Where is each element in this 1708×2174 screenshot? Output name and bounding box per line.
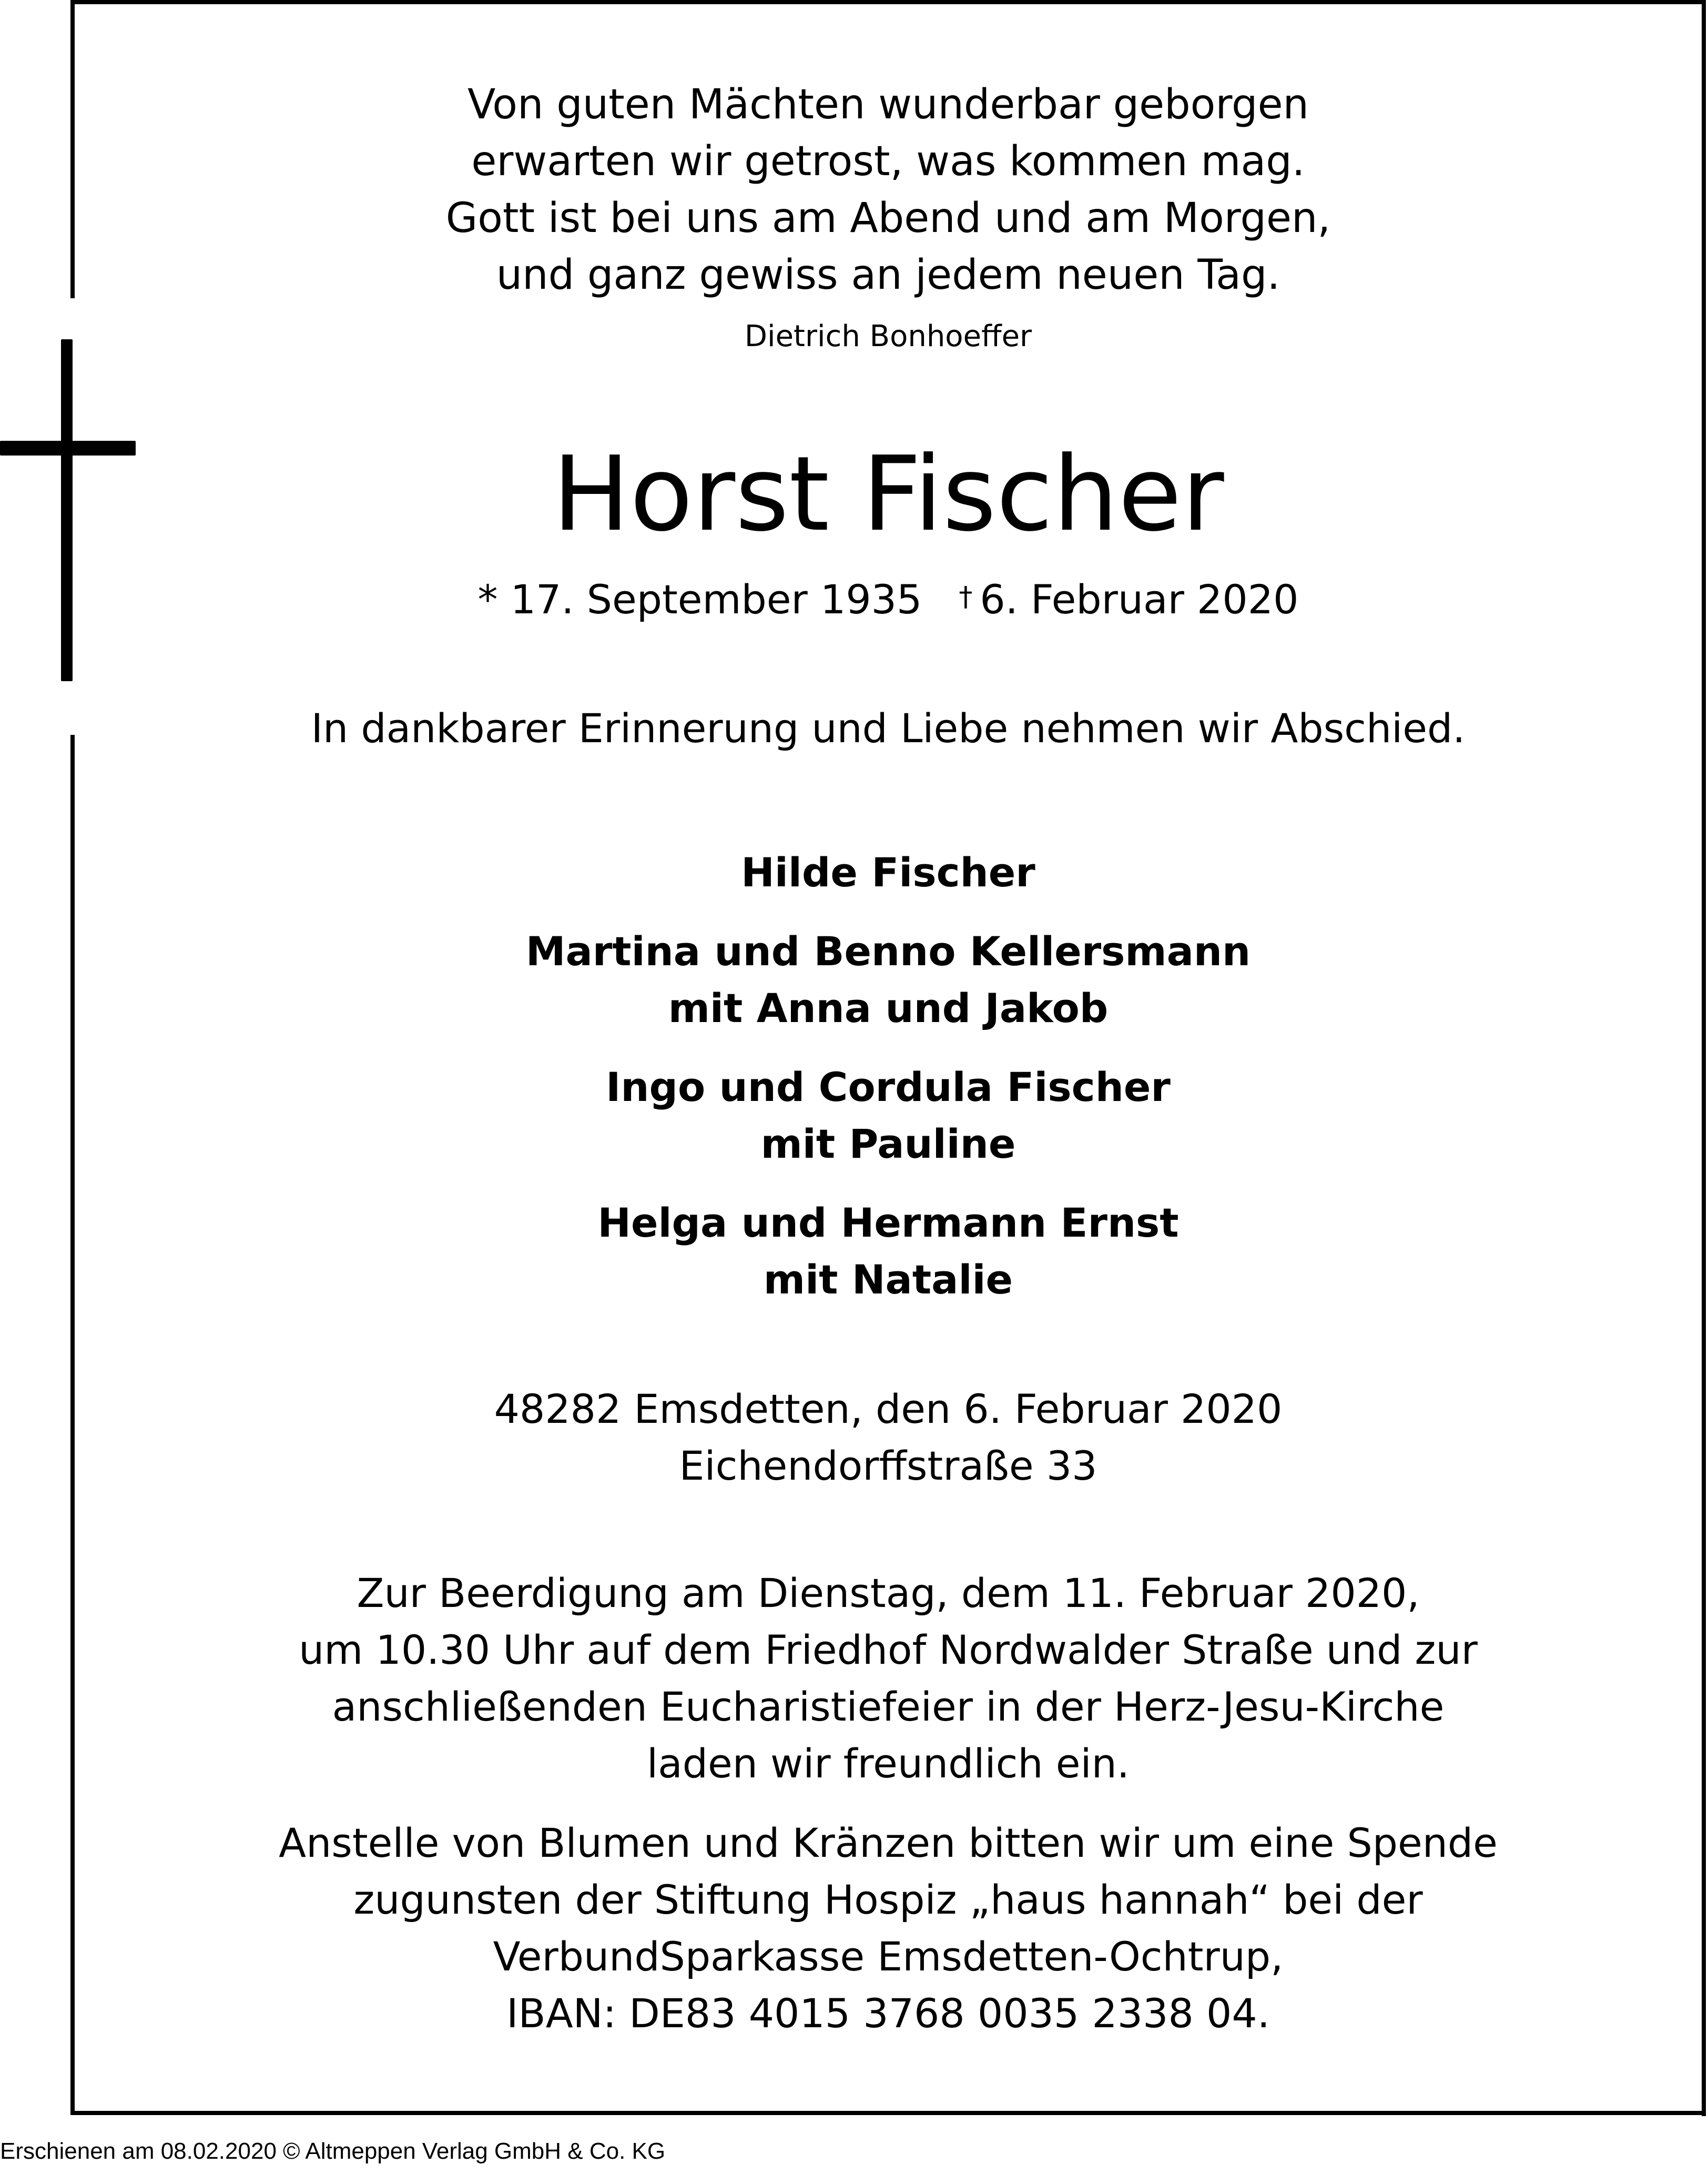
death-cross-icon: † xyxy=(959,581,973,613)
death-date: 6. Februar 2020 xyxy=(980,576,1299,623)
mourner-name: Hilde Fischer xyxy=(741,849,1035,896)
poem-author: Dietrich Bonhoeffer xyxy=(744,319,1032,353)
iban: IBAN: DE83 4015 3768 0035 2338 04. xyxy=(506,1990,1270,2037)
mourners-list xyxy=(75,844,1702,1330)
poem-line: Von guten Mächten wunderbar geborgen xyxy=(467,81,1309,128)
donation-line: Anstelle von Blumen und Kränzen bitten wir um eine Spende xyxy=(279,1819,1498,1866)
funeral-line: um 10.30 Uhr auf dem Friedhof Nordwalder Straße und zur xyxy=(299,1626,1478,1673)
frame-right-border xyxy=(1702,0,1706,2116)
donation-line: VerbundSparkasse Emsdetten-Ochtrup, xyxy=(493,1933,1284,1980)
address-block xyxy=(75,1381,1702,1494)
mourner-group xyxy=(75,844,1702,901)
publication-footer: Erschienen am 08.02.2020 © Altmeppen Verlag GmbH & Co. KG xyxy=(0,2138,666,2164)
donation-line: zugunsten der Stiftung Hospiz „haus hannah“ bei der xyxy=(353,1876,1423,1923)
poem-line: und ganz gewiss an jedem neuen Tag. xyxy=(496,251,1280,299)
cross-icon-vertical-bar xyxy=(61,339,73,681)
frame-left-border-upper xyxy=(70,0,75,298)
farewell-text: In dankbarer Erinnerung und Liebe nehmen wir Abschied. xyxy=(311,705,1466,752)
frame-left-border-lower xyxy=(70,735,75,2115)
life-dates xyxy=(75,568,1702,629)
mourner-group xyxy=(75,923,1702,1037)
frame-top-border xyxy=(70,0,1706,4)
place-and-date: 48282 Emsdetten, den 6. Februar 2020 xyxy=(494,1386,1283,1432)
mourner-group xyxy=(75,1059,1702,1172)
mourner-children: mit Pauline xyxy=(760,1120,1016,1167)
mourner-group xyxy=(75,1195,1702,1308)
frame-bottom-border xyxy=(70,2111,1706,2115)
funeral-line: laden wir freundlich ein. xyxy=(647,1740,1130,1787)
poem xyxy=(75,76,1702,304)
poem-line: erwarten wir getrost, was kommen mag. xyxy=(471,138,1305,185)
mourner-children: mit Natalie xyxy=(763,1256,1013,1303)
funeral-line: Zur Beerdigung am Dienstag, dem 11. Februar 2020, xyxy=(357,1570,1420,1616)
mourner-name: Ingo und Cordula Fischer xyxy=(606,1064,1171,1110)
deceased-name: Horst Fischer xyxy=(552,434,1224,554)
funeral-info xyxy=(75,1565,1702,1792)
donation-info xyxy=(75,1815,1702,2042)
funeral-line: anschließenden Eucharistiefeier in der Herz-Jesu-Kirche xyxy=(332,1683,1445,1730)
street-address: Eichendorffstraße 33 xyxy=(679,1442,1097,1489)
mourner-name: Helga und Hermann Ernst xyxy=(597,1199,1179,1246)
poem-line: Gott ist bei uns am Abend und am Morgen, xyxy=(445,195,1331,242)
mourner-name: Martina und Benno Kellersmann xyxy=(525,928,1251,975)
birth-date: * 17. September 1935 xyxy=(477,576,922,623)
mourner-children: mit Anna und Jakob xyxy=(668,985,1109,1032)
